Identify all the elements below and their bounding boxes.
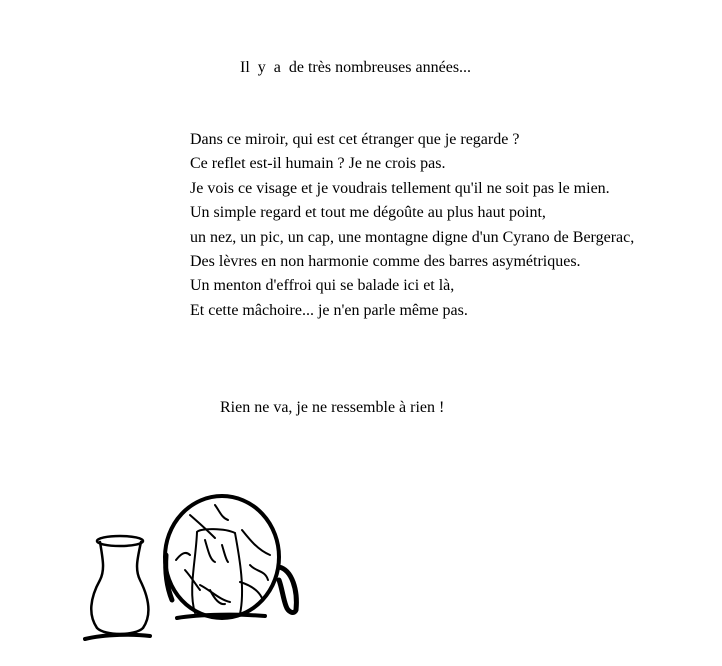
poem-line: Un menton d'effroi qui se balade ici et là, <box>190 277 455 295</box>
poem-line: un nez, un pic, un cap, une montagne digne d'un Cyrano de Bergerac, <box>190 228 635 246</box>
poem-line: Je vois ce visage et je voudrais tellement qu'il ne soit pas le mien. <box>190 179 610 197</box>
mirror-drawing <box>165 496 296 618</box>
poem-line: Un simple regard et tout me dégoûte au plus haut point, <box>190 204 546 222</box>
poem-line: Ce reflet est-il humain ? Je ne crois pas. <box>190 155 446 173</box>
poem-line: Et cette mâchoire... je n'en parle même pas. <box>190 301 468 319</box>
vase-drawing <box>85 536 150 639</box>
poem-line: Dans ce miroir, qui est cet étranger que je regarde ? <box>190 131 520 148</box>
poem-ending: Rien ne va, je ne ressemble à rien ! <box>220 399 445 416</box>
poem-line: Des lèvres en non harmonie comme des barres asymétriques. <box>190 252 581 270</box>
poem-title: Il y a de très nombreuses années... <box>240 59 472 76</box>
